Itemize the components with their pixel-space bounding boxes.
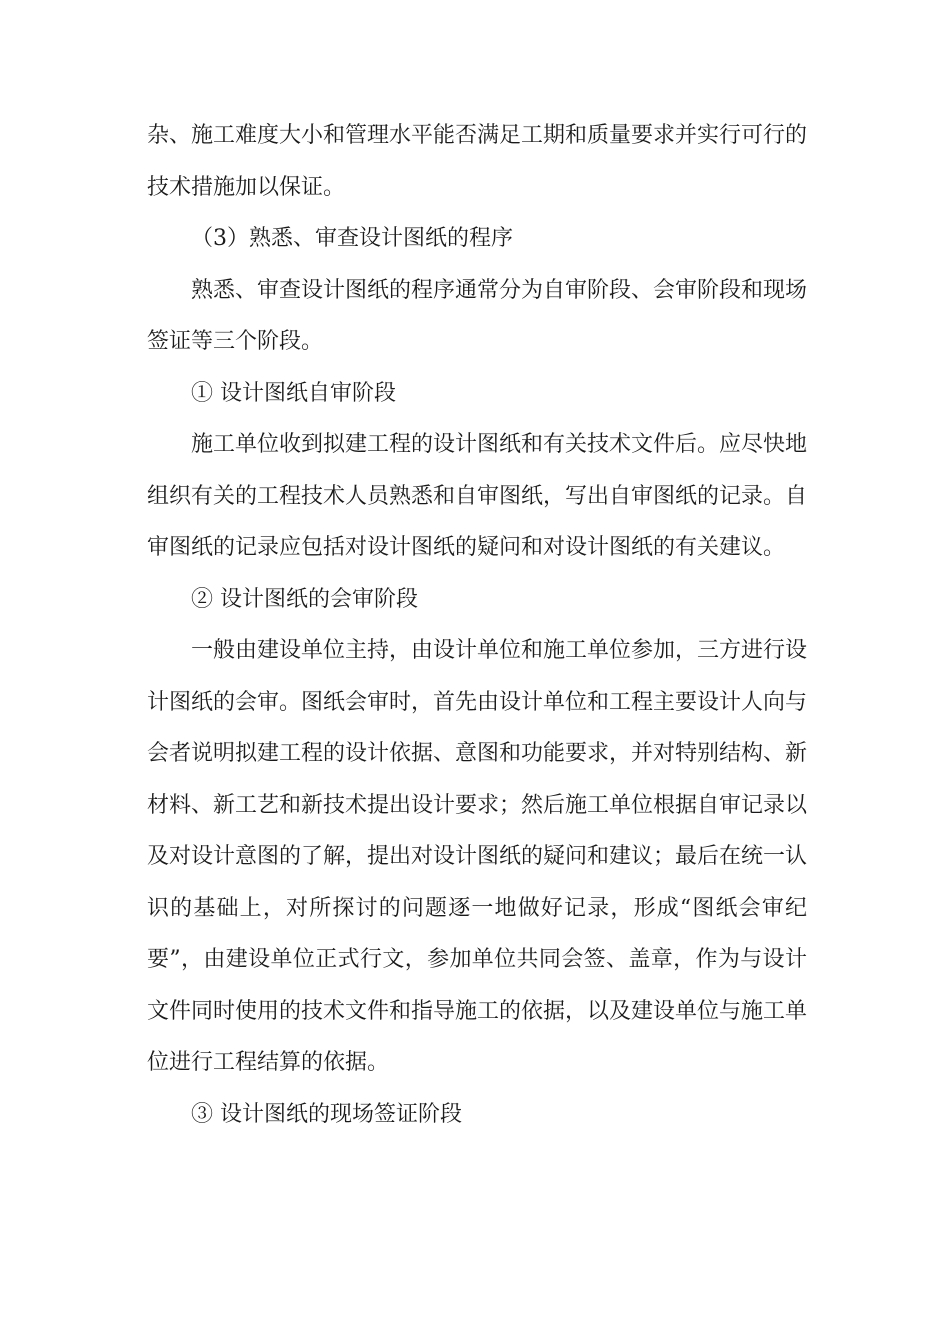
document-body: [147, 110, 807, 1140]
subheading-site-visa: ③ 设计图纸的现场签证阶段: [191, 1101, 462, 1127]
body-paragraph-continuation: 杂、施工难度大小和管理水平能否满足工期和质量要求并实行可行的技术措施加以保证。: [147, 123, 808, 200]
section-heading-procedure: （3）熟悉、审查设计图纸的程序: [191, 226, 513, 251]
subheading-self-review: ① 设计图纸自审阶段: [191, 380, 396, 406]
body-paragraph-self-review: 施工单位收到拟建工程的设计图纸和有关技术文件后。应尽快地组织有关的工程技术人员熟悉和自审图纸，写出自审图纸的记录。自审图纸的记录应包括对设计图纸的疑问和对设计图纸的有关建议。: [147, 432, 808, 560]
body-paragraph-procedure-intro: 熟悉、审查设计图纸的程序通常分为自审阶段、会审阶段和现场签证等三个阶段。: [147, 277, 808, 354]
subheading-joint-review: ② 设计图纸的会审阶段: [191, 586, 418, 612]
body-paragraph-joint-review: 一般由建设单位主持，由设计单位和施工单位参加，三方进行设计图纸的会审。图纸会审时，首先由设计单位和工程主要设计人向与会者说明拟建工程的设计依据、意图和功能要求，并对特别结构、新材料、新工艺和新技术提出设计要求；然后施工单位根据自审记录以及对设计意图的了解，提出对设计图纸的疑问和建议；最后在统一认识的基础上，对所探讨的问题逐一地做好记录，形成“图纸会审纪要”，由建设单位正式行文，参加单位共同会签、盖章，作为与设计文件同时使用的技术文件和指导施工的依据，以及建设单位与施工单位进行工程结算的依据。: [147, 638, 808, 1075]
